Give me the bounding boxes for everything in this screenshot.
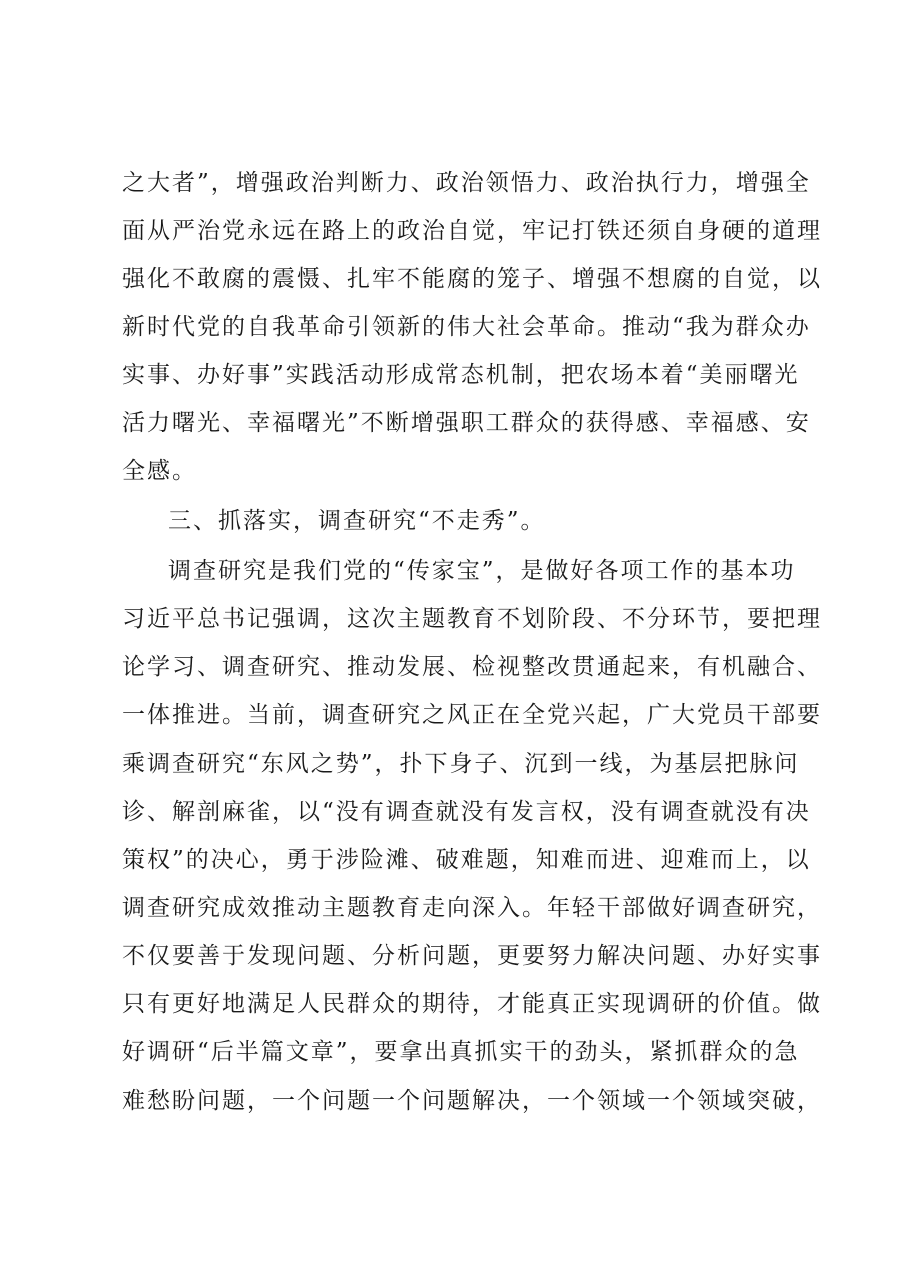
paragraph-line: 全感。 <box>122 458 197 484</box>
paragraph-line: 面从严治党永远在路上的政治自觉，牢记打铁还须自身硬的道理 <box>122 218 822 244</box>
paragraph-line: 活力曙光、幸福曙光”不断增强职工群众的获得感、幸福感、安 <box>122 410 811 436</box>
paragraph-line: 调查研究是我们党的“传家宝”，是做好各项工作的基本功 <box>168 558 796 584</box>
paragraph-line: 习近平总书记强调，这次主题教育不划阶段、不分环节，要把理 <box>122 606 822 632</box>
paragraph-line: 好调研“后半篇文章”，要拿出真抓实干的劲头，紧抓群众的急 <box>122 1039 800 1065</box>
paragraph-line: 新时代党的自我革命引领新的伟大社会革命。推动“我为群众办 <box>122 314 811 340</box>
paragraph-line: 实事、办好事”实践活动形成常态机制，把农场本着“美丽曙光 <box>122 362 800 388</box>
paragraph-line: 调查研究成效推动主题教育走向深入。年轻干部做好调查研究， <box>122 895 822 921</box>
paragraph-line: 策权”的决心，勇于涉险滩、破难题，知难而进、迎难而上，以 <box>122 847 811 873</box>
paragraph-line: 一体推进。当前，调查研究之风正在全党兴起，广大党员干部要 <box>122 702 822 728</box>
paragraph-line: 不仅要善于发现问题、分析问题，更要努力解决问题、办好实事 <box>122 943 822 969</box>
paragraph-line: 难愁盼问题，一个问题一个问题解决，一个领域一个领域突破， <box>122 1088 822 1114</box>
paragraph-line: 强化不敢腐的震慑、扎牢不能腐的笼子、增强不想腐的自觉，以 <box>122 266 822 292</box>
paragraph-line: 论学习、调查研究、推动发展、检视整改贯通起来，有机融合、 <box>122 654 822 680</box>
paragraph-line: 之大者”，增强政治判断力、政治领悟力、政治执行力，增强全 <box>122 170 811 196</box>
paragraph-line: 只有更好地满足人民群众的期待，才能真正实现调研的价值。做 <box>122 991 822 1017</box>
section-heading: 三、抓落实，调查研究“不走秀”。 <box>168 508 546 534</box>
paragraph-line: 乘调查研究“东风之势”，扑下身子、沉到一线，为基层把脉问 <box>122 751 800 777</box>
paragraph-line: 诊、解剖麻雀，以“没有调查就没有发言权，没有调查就没有决 <box>122 799 811 825</box>
